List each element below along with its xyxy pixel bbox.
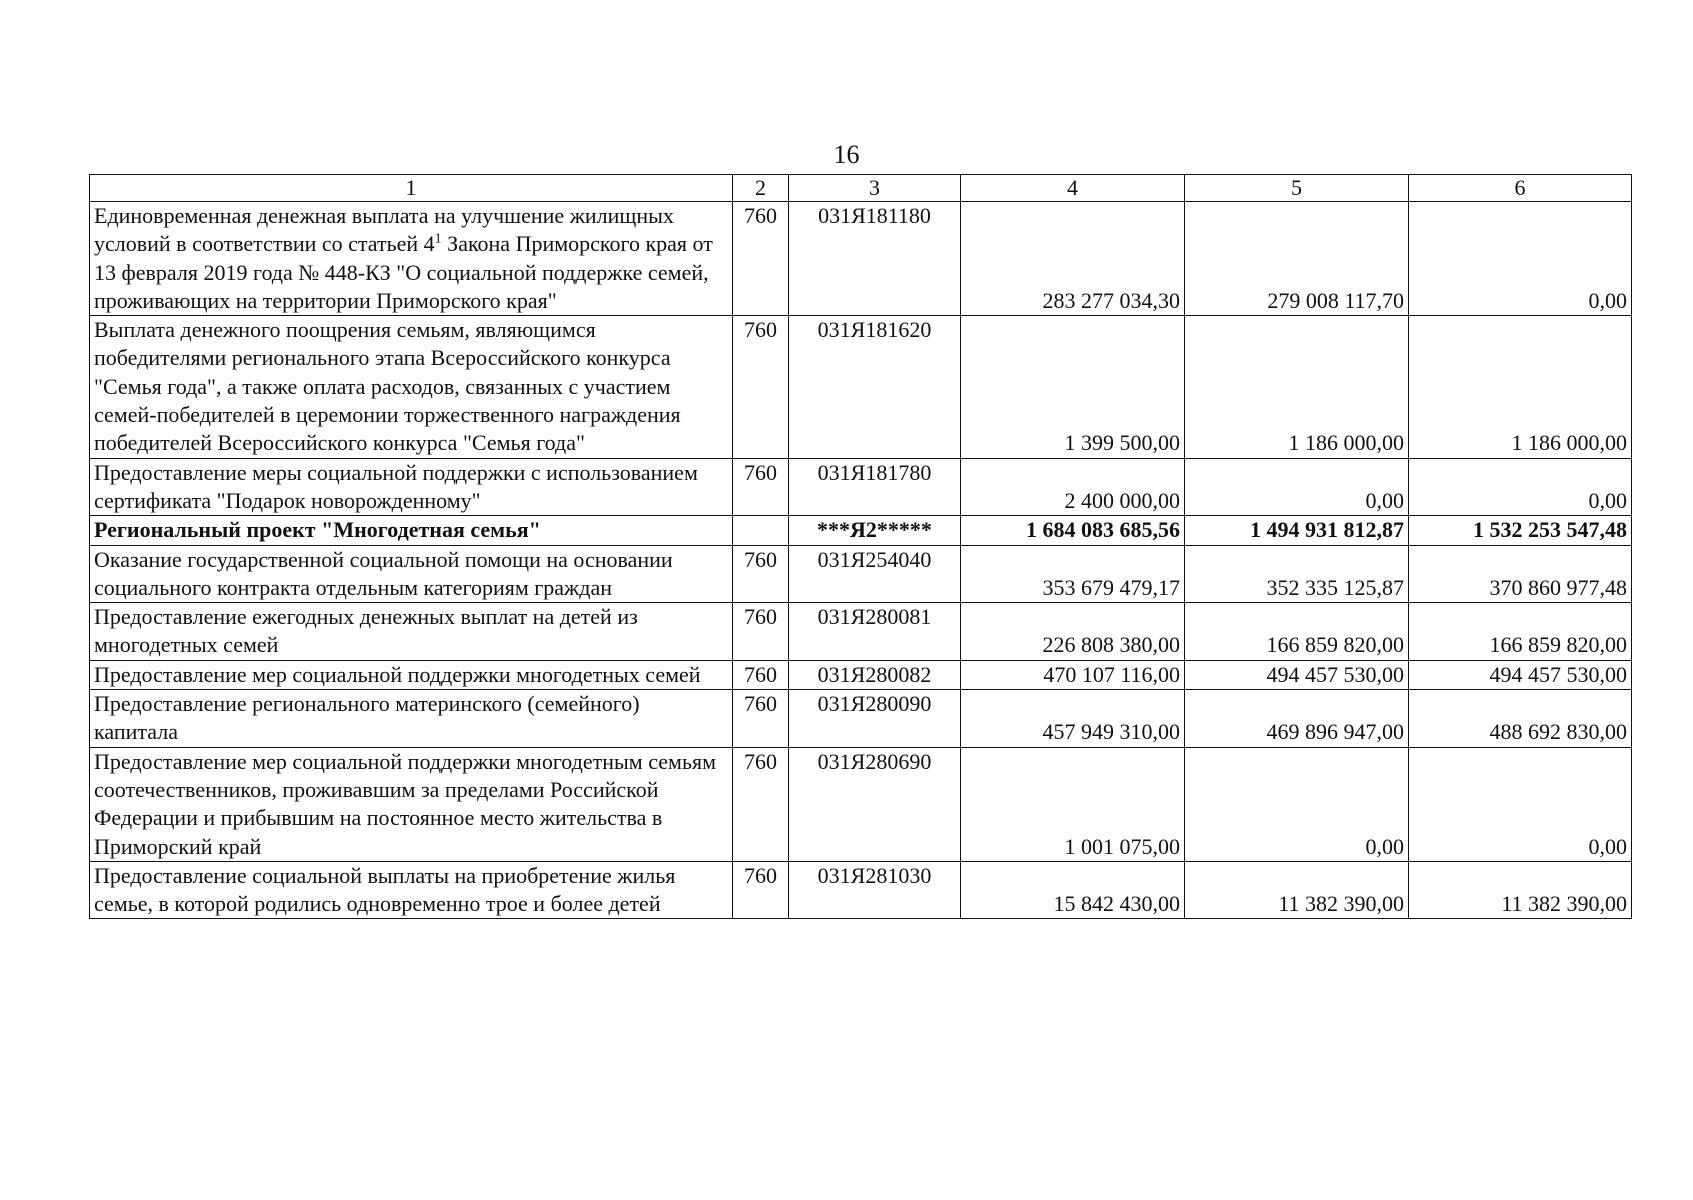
row-value-col6: 0,00 (1409, 202, 1632, 316)
table-row (90, 747, 1632, 861)
row-value-col5: 0,00 (1185, 458, 1409, 516)
row-value-col4: 2 400 000,00 (961, 458, 1185, 516)
project-total-row (90, 516, 1632, 545)
table-row (90, 690, 1632, 748)
row-csr-cell: 031Я254040 (789, 545, 961, 603)
row-csr-cell: 031Я280081 (789, 603, 961, 661)
table-row (90, 316, 1632, 458)
column-header-1: 1 (90, 175, 733, 202)
row-value-col5: 469 896 947,00 (1185, 690, 1409, 748)
row-value-col4: 15 842 430,00 (961, 861, 1185, 919)
row-name-cell: Предоставление регионального материнского (семейного) капитала (90, 690, 733, 748)
project-code-cell (733, 516, 789, 545)
column-header-6: 6 (1409, 175, 1632, 202)
row-name-cell: Предоставление мер социальной поддержки многодетных семей (90, 660, 733, 689)
row-code-cell: 760 (733, 861, 789, 919)
row-value-col6: 11 382 390,00 (1409, 861, 1632, 919)
row-value-col5: 166 859 820,00 (1185, 603, 1409, 661)
table-row (90, 861, 1632, 919)
row-code-cell: 760 (733, 458, 789, 516)
row-value-col5: 279 008 117,70 (1185, 202, 1409, 316)
column-header-2: 2 (733, 175, 789, 202)
row-code-cell: 760 (733, 603, 789, 661)
row-value-col5: 352 335 125,87 (1185, 545, 1409, 603)
row-value-col5: 494 457 530,00 (1185, 660, 1409, 689)
row-value-col5: 0,00 (1185, 747, 1409, 861)
row-csr-cell: 031Я280690 (789, 747, 961, 861)
row-value-col4: 283 277 034,30 (961, 202, 1185, 316)
column-header-3: 3 (789, 175, 961, 202)
project-value-col6: 1 532 253 547,48 (1409, 516, 1632, 545)
row-value-col6: 0,00 (1409, 747, 1632, 861)
project-name-cell: Региональный проект "Многодетная семья" (90, 516, 733, 545)
column-header-4: 4 (961, 175, 1185, 202)
row-csr-cell: 031Я281030 (789, 861, 961, 919)
row-csr-cell: 031Я181180 (789, 202, 961, 316)
table-row (90, 458, 1632, 516)
row-value-col4: 353 679 479,17 (961, 545, 1185, 603)
column-header-5: 5 (1185, 175, 1409, 202)
table-row (90, 202, 1632, 316)
row-value-col4: 1 001 075,00 (961, 747, 1185, 861)
project-value-col5: 1 494 931 812,87 (1185, 516, 1409, 545)
column-number-header-row (90, 175, 1632, 202)
table-row (90, 603, 1632, 661)
row-name-cell: Предоставление ежегодных денежных выплат на детей из многодетных семей (90, 603, 733, 661)
row-value-col6: 1 186 000,00 (1409, 316, 1632, 458)
row-name-cell: Оказание государственной социальной помощи на основании социального контракта отдельным категориям граждан (90, 545, 733, 603)
row-value-col6: 166 859 820,00 (1409, 603, 1632, 661)
row-value-col5: 11 382 390,00 (1185, 861, 1409, 919)
row-value-col4: 457 949 310,00 (961, 690, 1185, 748)
row-csr-cell: 031Я280090 (789, 690, 961, 748)
row-csr-cell: 031Я181620 (789, 316, 961, 458)
row-code-cell: 760 (733, 545, 789, 603)
row-code-cell: 760 (733, 747, 789, 861)
table-row (90, 660, 1632, 689)
row-csr-cell: 031Я280082 (789, 660, 961, 689)
row-code-cell: 760 (733, 690, 789, 748)
row-name-cell: Предоставление мер социальной поддержки многодетным семьям соотечественников, проживавшим за пределами Российской Федерации и прибывшим на постоянное место жительства в Приморский край (90, 747, 733, 861)
table-row (90, 545, 1632, 603)
row-name-cell: Предоставление социальной выплаты на приобретение жилья семье, в которой родились одновременно трое и более детей (90, 861, 733, 919)
row-value-col5: 1 186 000,00 (1185, 316, 1409, 458)
project-csr-cell: ***Я2***** (789, 516, 961, 545)
row-name-text: Единовременная денежная выплата на улучшение жилищных условий в соответствии со статьей 4 (94, 203, 674, 257)
row-value-col4: 1 399 500,00 (961, 316, 1185, 458)
row-name-cell (90, 202, 733, 316)
article-superscript: 1 (434, 231, 442, 247)
row-value-col6: 488 692 830,00 (1409, 690, 1632, 748)
row-code-cell: 760 (733, 660, 789, 689)
row-code-cell: 760 (733, 316, 789, 458)
project-value-col4: 1 684 083 685,56 (961, 516, 1185, 545)
row-code-cell: 760 (733, 202, 789, 316)
row-value-col4: 226 808 380,00 (961, 603, 1185, 661)
page-number: 16 (833, 140, 860, 169)
row-name-cell: Выплата денежного поощрения семьям, являющимся победителями регионального этапа Всероссийского конкурса "Семья года", а также оплата расходов, связанных с участием семей-победителей в церемонии торжественного награждения победителей Всероссийского конкурса "Семья года" (90, 316, 733, 458)
row-value-col6: 494 457 530,00 (1409, 660, 1632, 689)
row-name-cell: Предоставление меры социальной поддержки с использованием сертификата "Подарок новорожденному" (90, 458, 733, 516)
row-value-col6: 370 860 977,48 (1409, 545, 1632, 603)
row-value-col6: 0,00 (1409, 458, 1632, 516)
row-name-text-continued: Закона Приморского края от 13 февраля 2019 года № 448-КЗ "О социальной поддержке семей, проживающих на территории Приморского края" (94, 231, 713, 313)
row-csr-cell: 031Я181780 (789, 458, 961, 516)
row-value-col4: 470 107 116,00 (961, 660, 1185, 689)
budget-table (89, 174, 1632, 919)
